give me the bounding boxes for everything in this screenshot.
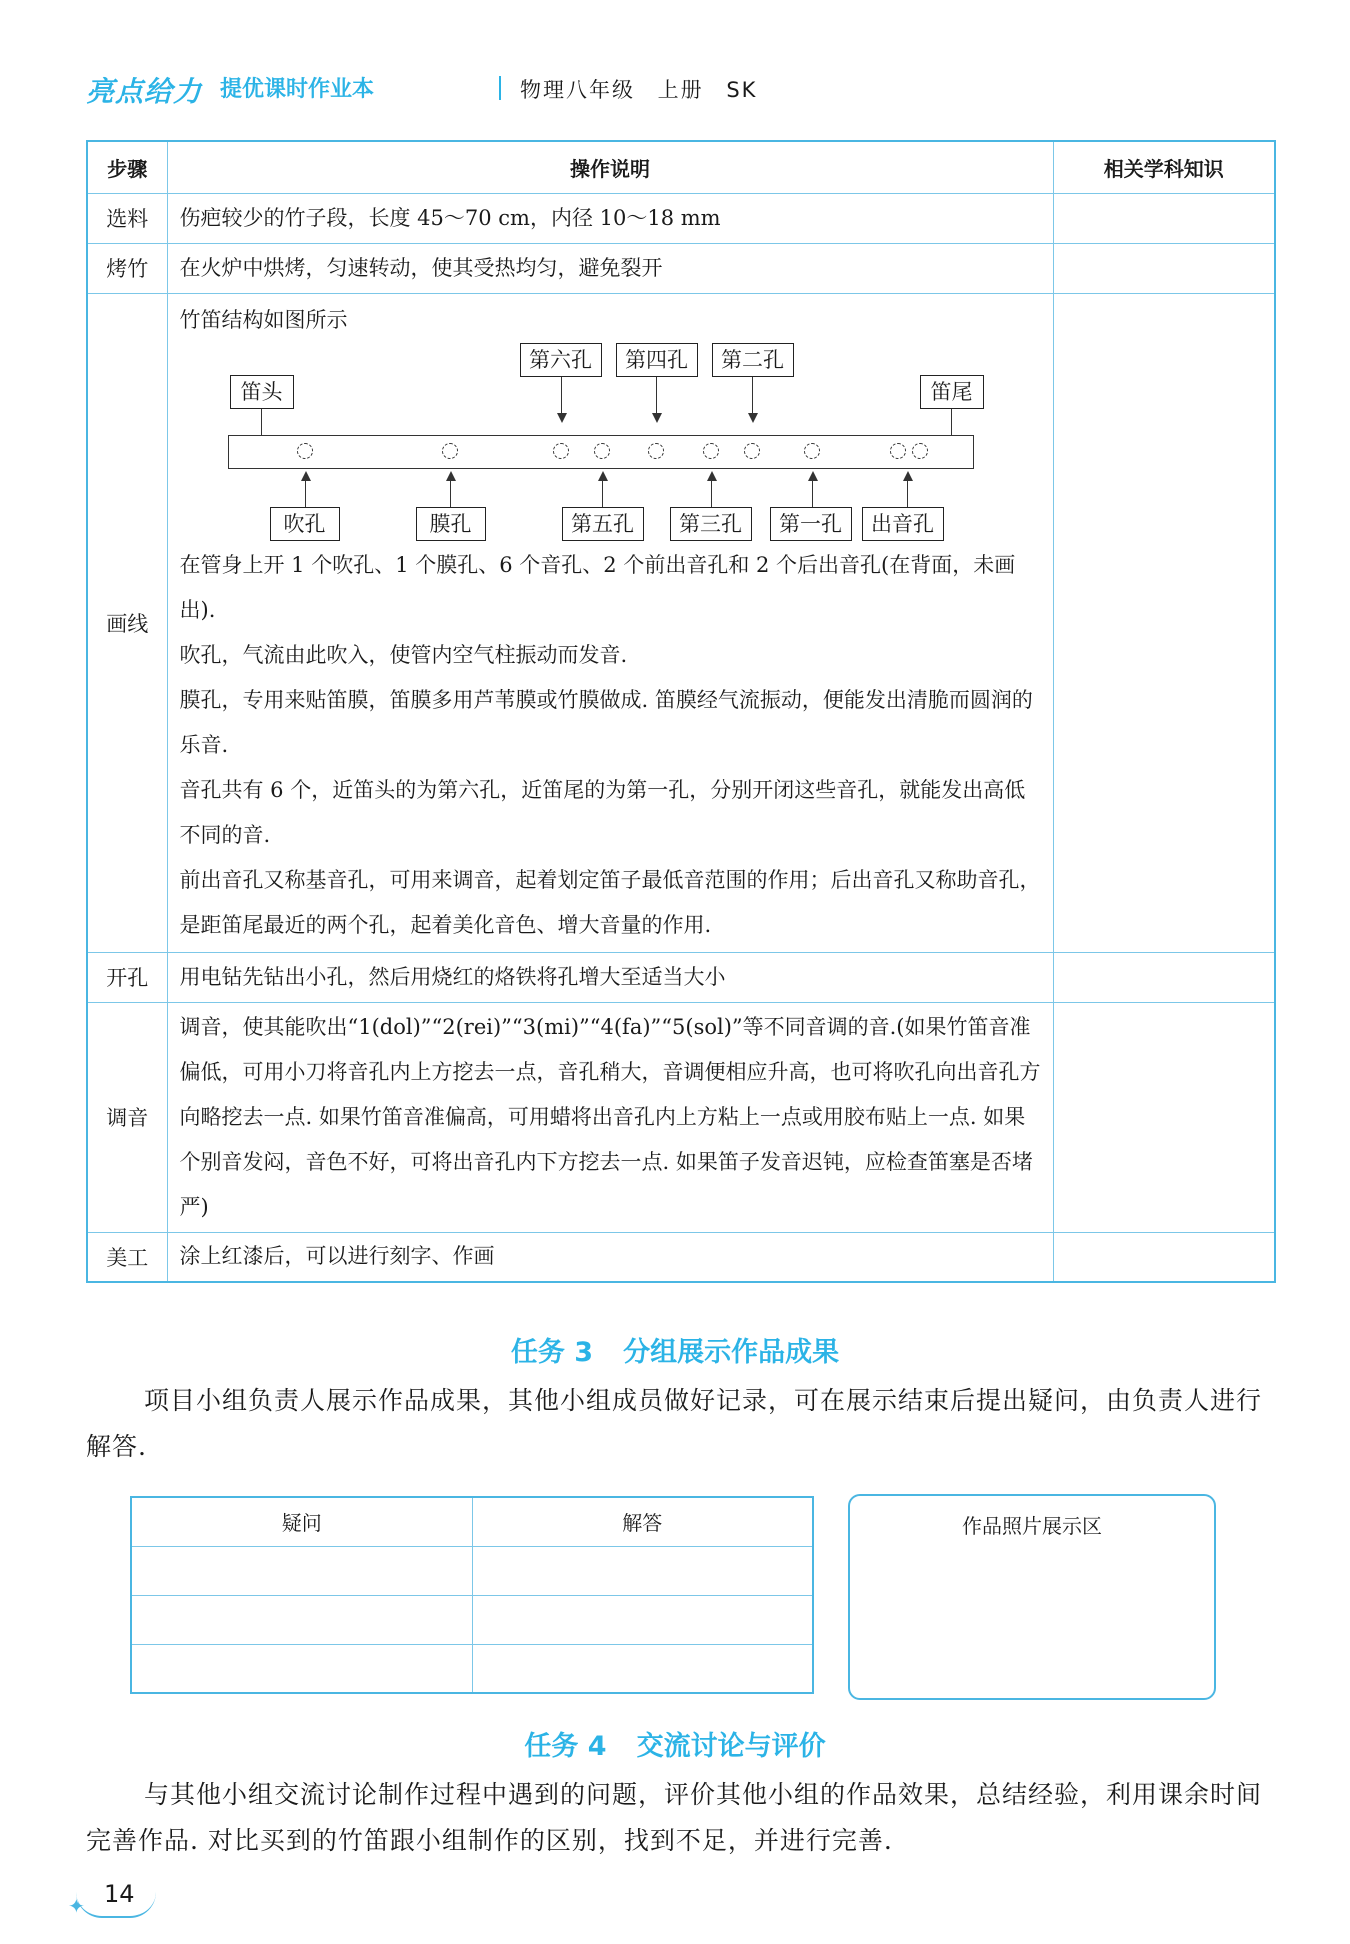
col-step: 步骤: [87, 141, 167, 193]
arrow-down-icon: [557, 413, 567, 423]
hole-icon: [442, 443, 458, 459]
hole-icon: [703, 443, 719, 459]
answer-cell[interactable]: [472, 1546, 813, 1595]
desc-paragraph: 吹孔，气流由此吹入，使管内空气柱振动而发音.: [179, 642, 628, 667]
task4-heading: [0, 1724, 1350, 1763]
hole-icon: [890, 443, 906, 459]
knowledge-cell[interactable]: [1053, 952, 1275, 1002]
label-sound-hole: 出音孔: [862, 507, 944, 541]
table-row: [131, 1546, 813, 1595]
connector-line: [951, 409, 953, 435]
hole-icon: [744, 443, 760, 459]
hole-icon: [804, 443, 820, 459]
hole-icon: [912, 443, 928, 459]
answer-cell[interactable]: [472, 1595, 813, 1644]
table-row: [87, 1232, 1275, 1282]
hole-icon: [648, 443, 664, 459]
connector-line: [602, 479, 604, 507]
procedure-table: [86, 140, 1276, 1283]
desc-cell: 涂上红漆后，可以进行刻字、作画: [167, 1232, 1053, 1282]
label-hole-3: 第三孔: [670, 507, 752, 541]
connector-line: [812, 479, 814, 507]
label-hole-2: 第二孔: [712, 343, 794, 377]
desc-paragraph: 音孔共有 6 个，近笛头的为第六孔，近笛尾的为第一孔，分别开闭这些音孔，就能发出高低不同的音.: [179, 777, 1026, 847]
desc-paragraph: 在管身上开 1 个吹孔、1 个膜孔、6 个音孔、2 个前出音孔和 2 个后出音孔(在背面，未画出).: [179, 552, 1016, 622]
label-hole-1: 第一孔: [770, 507, 852, 541]
connector-line: [907, 479, 909, 507]
diagram-intro: 竹笛结构如图所示: [179, 307, 348, 332]
task3-title: 分组展示作品成果: [623, 1337, 840, 1368]
photo-area[interactable]: [848, 1494, 1216, 1700]
step-cell: 选料: [87, 193, 167, 243]
knowledge-cell[interactable]: [1053, 193, 1275, 243]
connector-line: [561, 377, 563, 413]
col-knowledge: 相关学科知识: [1053, 141, 1275, 193]
desc-cell: 在火炉中烘烤，匀速转动，使其受热均匀，避免裂开: [167, 243, 1053, 293]
task4-text: 与其他小组交流讨论制作过程中遇到的问题，评价其他小组的作品效果，总结经验，利用课余时间完善作品. 对比买到的竹笛跟小组制作的区别，找到不足，并进行完善.: [86, 1780, 1263, 1855]
hole-icon: [553, 443, 569, 459]
label-hole-5: 第五孔: [562, 507, 644, 541]
question-cell[interactable]: [131, 1546, 472, 1595]
page-number: 14: [104, 1880, 135, 1908]
hole-icon: [297, 443, 313, 459]
table-row: [131, 1644, 813, 1693]
task4-number: 任务 4: [524, 1731, 607, 1762]
desc-paragraph: 前出音孔又称基音孔，可用来调音，起着划定笛子最低音范围的作用；后出音孔又称助音孔，是距笛尾最近的两个孔，起着美化音色、增大音量的作用.: [179, 867, 1041, 937]
desc-cell: 伤疤较少的竹子段，长度 45～70 cm，内径 10～18 mm: [167, 193, 1053, 243]
label-blow-hole: 吹孔: [270, 507, 340, 541]
step-cell: 烤竹: [87, 243, 167, 293]
knowledge-cell[interactable]: [1053, 1002, 1275, 1232]
step-cell: 开孔: [87, 952, 167, 1002]
flute-diagram: [180, 343, 1000, 543]
step-cell: 美工: [87, 1232, 167, 1282]
knowledge-cell[interactable]: [1053, 1232, 1275, 1282]
label-hole-6: 第六孔: [520, 343, 602, 377]
qa-table: [130, 1496, 814, 1694]
connector-line: [450, 479, 452, 507]
question-cell[interactable]: [131, 1595, 472, 1644]
brand-subtitle: 提优课时作业本: [220, 77, 375, 102]
label-membrane-hole: 膜孔: [416, 507, 486, 541]
task3-number: 任务 3: [510, 1337, 594, 1368]
col-question: 疑问: [131, 1497, 472, 1546]
question-cell[interactable]: [131, 1644, 472, 1693]
step-cell: 画线: [87, 293, 167, 952]
desc-cell: 调音，使其能吹出“1(dol)”“2(rei)”“3(mi)”“4(fa)”“5(sol)”等不同音调的音.(如果竹笛音准偏低，可用小刀将音孔内上方挖去一点，音孔稍大，音调便相应升高，也可将吹孔向出音孔方向略挖去一点. 如果竹笛音准偏高，可用蜡将出音孔内上方粘上一点或用胶布贴上一点. 如果个别音发闷，音色不好，可将出音孔内下方挖去一点. 如果笛子发音迟钝，应检查笛塞是否堵严): [167, 1002, 1053, 1232]
book-info: 物理八年级 上册 SK: [520, 78, 758, 102]
connector-line: [305, 479, 307, 507]
table-row: [87, 193, 1275, 243]
col-answer: 解答: [472, 1497, 813, 1546]
knowledge-cell[interactable]: [1053, 293, 1275, 952]
connector-line: [261, 409, 263, 435]
table-row: [87, 293, 1275, 952]
step-cell: 调音: [87, 1002, 167, 1232]
photo-area-label: 作品照片展示区: [962, 1514, 1102, 1538]
table-row: [87, 952, 1275, 1002]
table-row: [87, 243, 1275, 293]
table-row: [87, 1002, 1275, 1232]
connector-line: [656, 377, 658, 413]
answer-cell[interactable]: [472, 1644, 813, 1693]
hole-icon: [594, 443, 610, 459]
label-flute-tail: 笛尾: [920, 375, 984, 409]
col-desc: 操作说明: [167, 141, 1053, 193]
desc-cell: 用电钻先钻出小孔，然后用烧红的烙铁将孔增大至适当大小: [167, 952, 1053, 1002]
desc-cell: [167, 293, 1053, 952]
connector-line: [752, 377, 754, 413]
connector-line: [711, 479, 713, 507]
task3-heading: [0, 1330, 1350, 1369]
label-hole-4: 第四孔: [616, 343, 698, 377]
knowledge-cell[interactable]: [1053, 243, 1275, 293]
table-row: [131, 1595, 813, 1644]
arrow-down-icon: [652, 413, 662, 423]
header-divider: [499, 76, 501, 100]
arrow-down-icon: [748, 413, 758, 423]
label-flute-head: 笛头: [230, 375, 294, 409]
desc-paragraph: 膜孔，专用来贴笛膜，笛膜多用芦苇膜或竹膜做成. 笛膜经气流振动，便能发出清脆而圆润的乐音.: [179, 687, 1033, 757]
brand-logo: 亮点给力: [86, 75, 203, 108]
task4-title: 交流讨论与评价: [636, 1731, 826, 1762]
task3-text: 项目小组负责人展示作品成果，其他小组成员做好记录，可在展示结束后提出疑问，由负责人进行解答.: [86, 1386, 1263, 1461]
star-icon: ✦: [68, 1894, 85, 1918]
page-header: [86, 68, 1286, 108]
